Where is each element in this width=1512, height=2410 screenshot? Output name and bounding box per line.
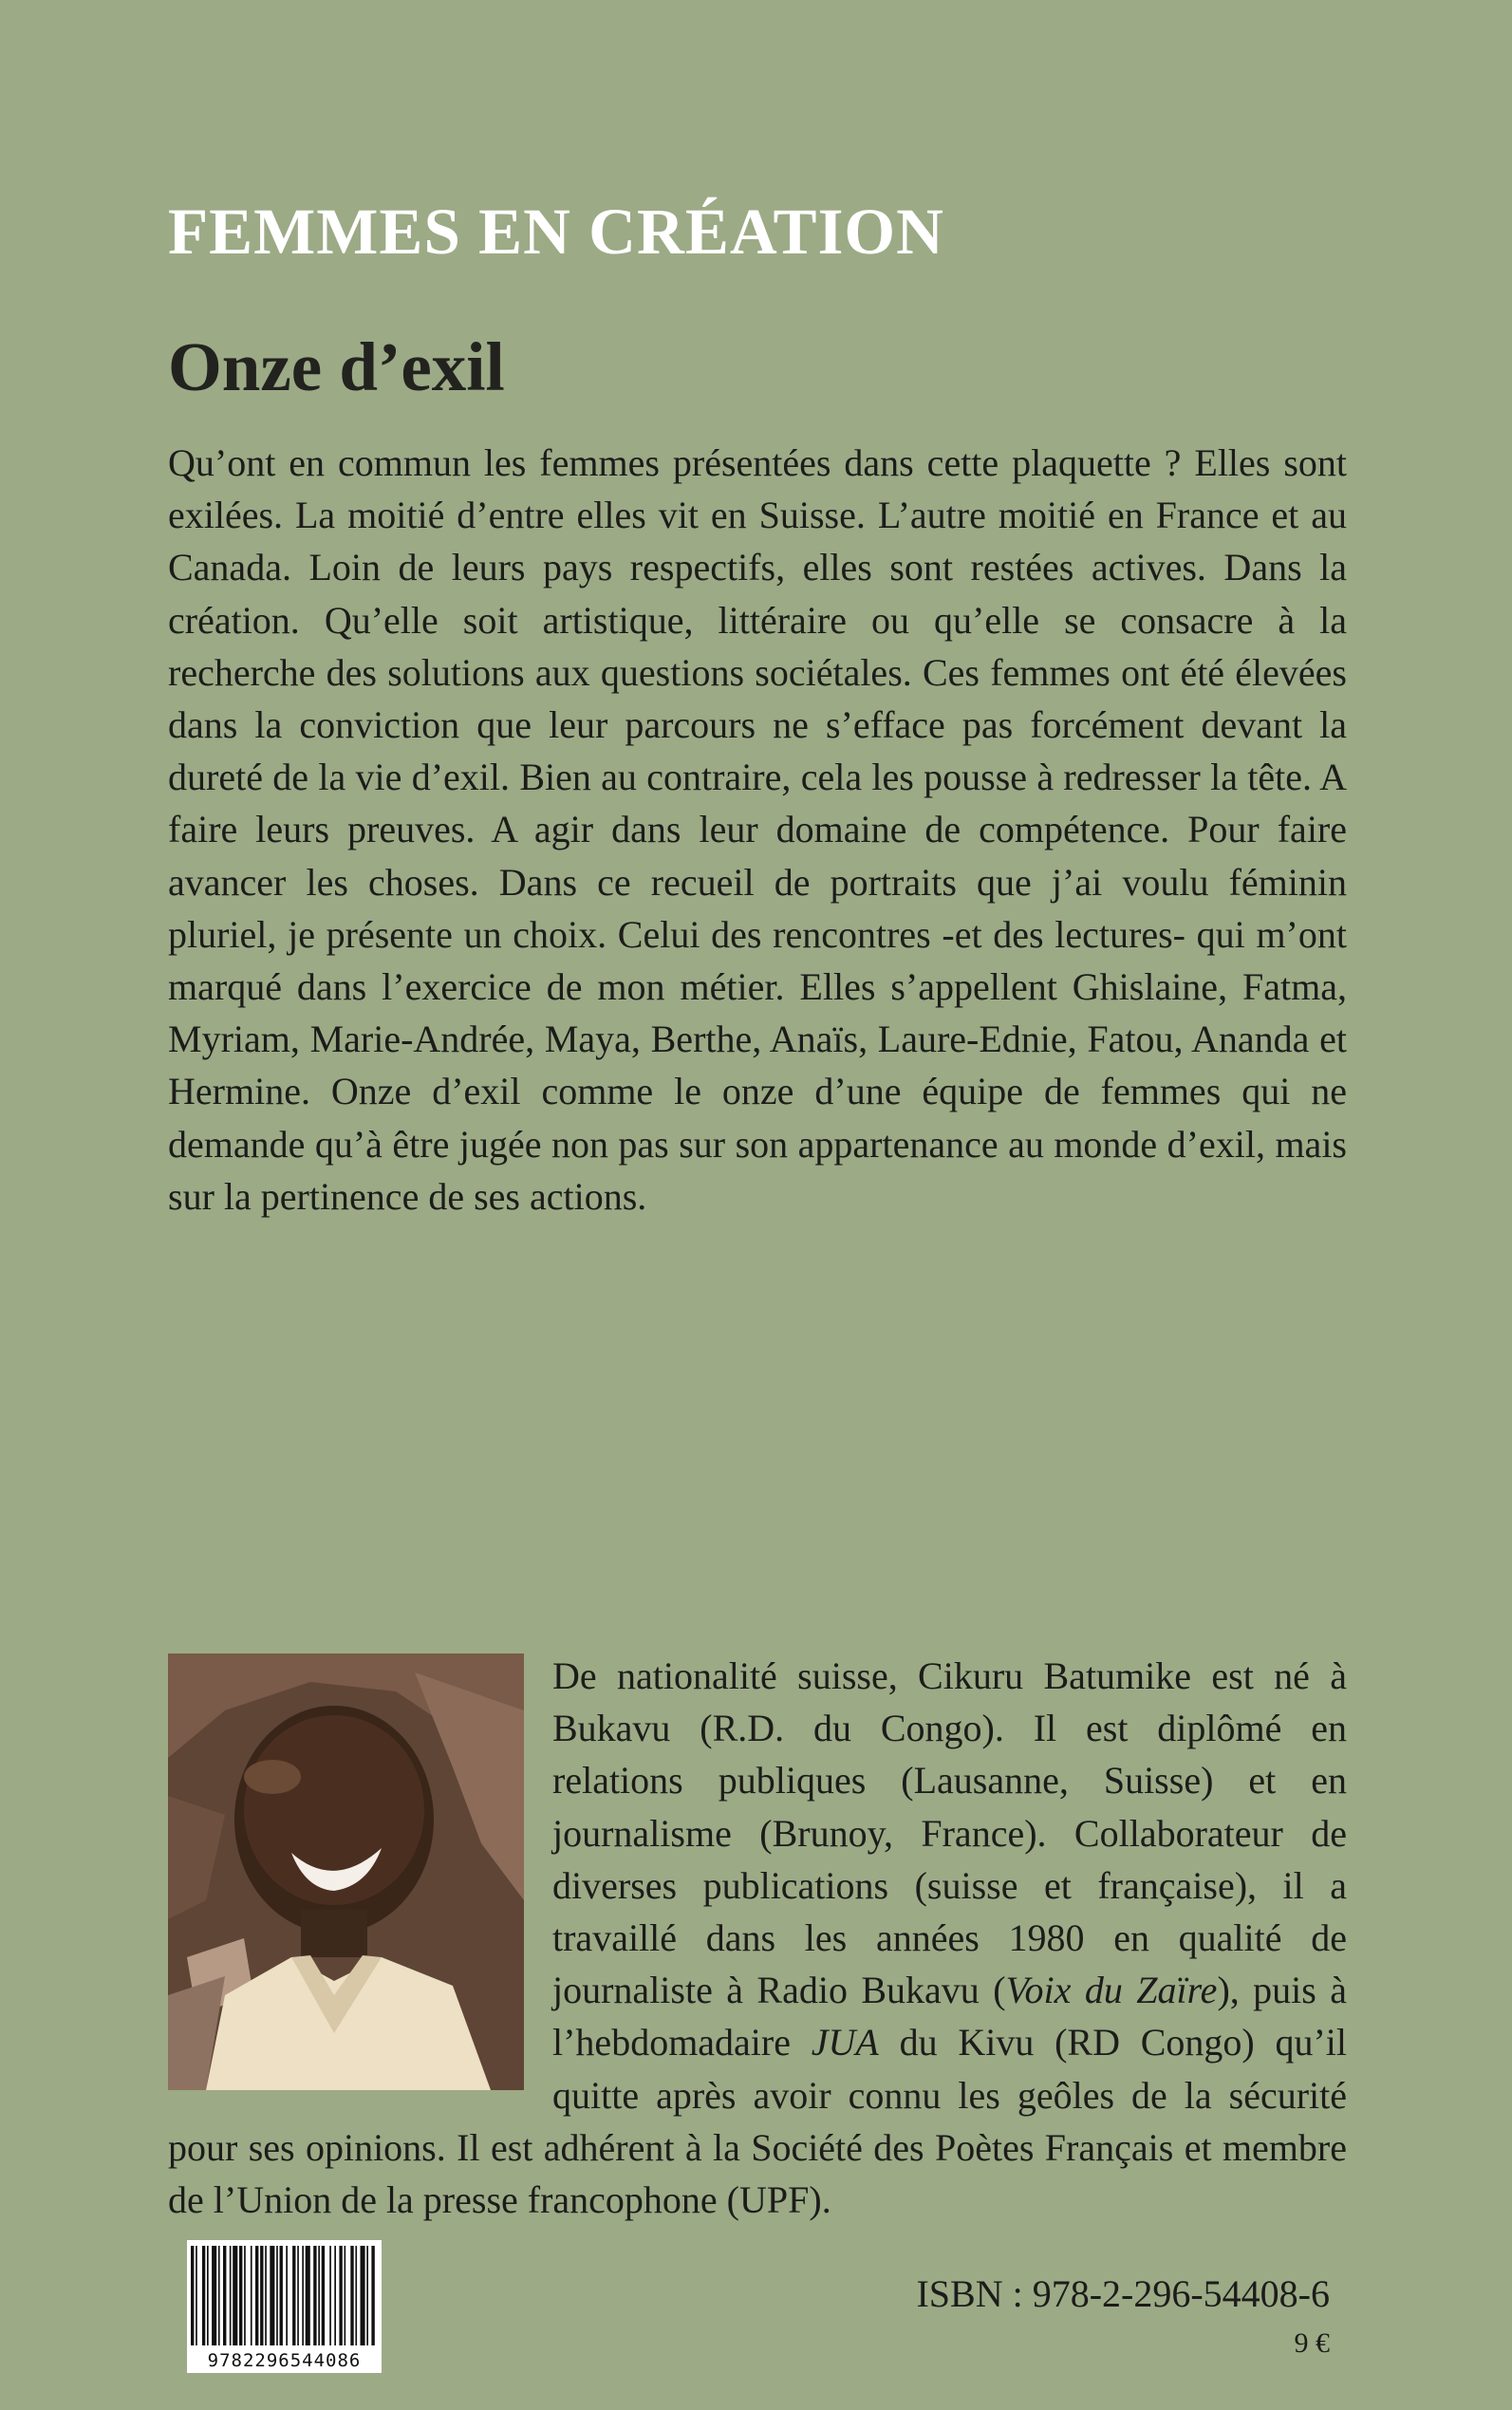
barcode-bar [191,2246,194,2345]
barcode-bar [251,2246,252,2345]
barcode-bar [306,2246,310,2345]
barcode-bar [302,2246,304,2345]
barcode-number: 9782296544086 [207,2350,362,2371]
book-summary: Qu’ont en commun les femmes présentées dans cette plaquette ? Elles sont exilées. La moitié d’entre elles vit en Suisse. L’autre moitié en France et au Canada. Loin de leurs pays respectifs, elles sont restées actives. Dans la création. Qu’elle soit artistique, littéraire ou qu’elle se consacre à la recherche des solutions aux questions sociétales. Ces femmes ont été élevées dans la conviction que leur parcours ne s’efface pas forcément devant la dureté de la vie d’exil. Bien au contraire, cela les pousse à redresser la tête. A faire leurs preuves. A agir dans leur domaine de compétence. Pour faire avancer les choses. Dans ce recueil de portraits que j’ai voulu féminin pluriel, je présente un choix. Celui des rencontres -et des lectures- qui m’ont marqué dans l’exercice de mon métier. Elles s’appellent Ghislaine, Fatma, Myriam, Marie-Andrée, Maya, Berthe, Anaïs, Laure-Ednie, Fatou, Ananda et Hermine. Onze d’exil comme le onze d’une équipe de femmes qui ne demande qu’à être jugée non pas sur son appartenance au monde d’exil, mais sur la pertinence de ses actions. [168,441,1347,1218]
author-bio-italic-radio: Voix du Zaïre [1005,1969,1218,2012]
barcode-bar [371,2246,374,2345]
barcode-bar [265,2246,267,2345]
barcode-bar [270,2246,274,2345]
isbn: ISBN : 978-2-296-54408-6 [916,2272,1330,2315]
barcode-bar [244,2246,246,2345]
barcode-bar [233,2246,237,2345]
barcode-bar [318,2246,320,2345]
barcode-bar [292,2246,295,2345]
barcode-bars [187,2240,382,2349]
author-portrait-image [168,1653,524,2090]
series-title: FEMMES EN CRÉATION [168,196,944,268]
barcode-bar [322,2246,325,2345]
barcode-bar [207,2246,209,2345]
price: 9 € [1294,2327,1330,2359]
author-bio-text-1: De nationalité suisse, Cikuru Batumike est né à Bukavu (R.D. du Congo). Il est diplômé en relations publiques (Lausanne, Suisse) et en journalisme (Brunoy, France). Collaborateur de diverses publications (suisse et française), il a travaillé dans les années 1980 en qualité de journaliste à Radio Bukavu ( [552,1654,1347,2012]
barcode-bar [202,2246,205,2345]
barcode-bar [345,2246,346,2345]
barcode-bar [260,2246,263,2345]
barcode-bar [355,2246,357,2345]
barcode-bar [239,2246,242,2345]
barcode-bar [218,2246,220,2345]
barcode-bar [196,2246,197,2345]
barcode-bar [329,2246,331,2345]
barcode-bar [286,2246,288,2345]
barcode-bar [339,2246,342,2345]
barcode-bar [223,2246,226,2345]
author-bio-text-2: ), puis à l’hebdomadaire [552,1969,1348,2064]
barcode-bar [361,2246,365,2345]
book-title: Onze d’exil [168,328,505,405]
barcode-bar [212,2246,216,2345]
barcode-bar [280,2246,283,2345]
barcode-bar [276,2246,278,2345]
author-bio-italic-jua: JUA [811,2021,879,2064]
barcode-bar [297,2246,299,2345]
barcode-bar [255,2246,258,2345]
barcode-bar [313,2246,316,2345]
author-bio-text-3: du Kivu (RD Congo) qu’il quitte après avoir connu les geôles de la sécurité pour ses opinions. Il est adhérent à la Société des Poètes Français et membre de l’Union de la presse francophone (UPF). [168,2021,1347,2222]
barcode-bar [230,2246,232,2345]
barcode-bar [366,2246,368,2345]
author-photo [168,1653,524,2090]
author-bio [168,1650,1347,2226]
barcode-bar [334,2246,336,2345]
barcode [187,2240,382,2373]
barcode-bar [350,2246,353,2345]
